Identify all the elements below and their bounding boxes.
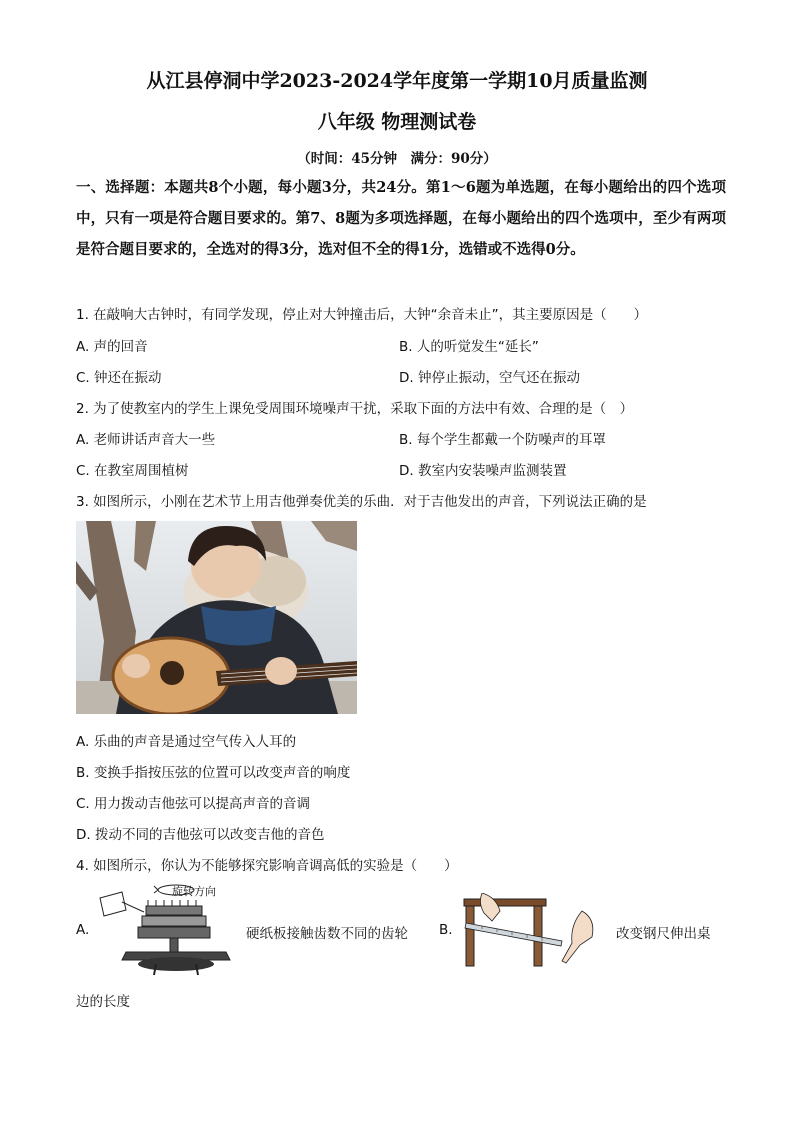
question-2-option-c[interactable]: C. 在教室周围植树 xyxy=(76,463,189,479)
question-4-option-a-text[interactable]: 硬纸板接触齿数不同的齿轮 xyxy=(246,926,408,942)
question-2-option-b[interactable]: B. 每个学生都戴一个防噪声的耳罩 xyxy=(399,432,606,448)
ruler-experiment-figure xyxy=(462,893,602,968)
question-3-option-b[interactable]: B. 变换手指按压弦的位置可以改变声音的响度 xyxy=(76,765,351,781)
question-1-stem: 1. 在敲响大古钟时，有同学发现，停止对大钟撞击后，大钟“余音未止”，其主要原因是（ ） xyxy=(76,307,648,323)
question-2-stem: 2. 为了使教室内的学生上课免受周围环境噪声干扰，采取下面的方法中有效、合理的是（ ） xyxy=(76,401,634,417)
question-4-option-b-continued: 边的长度 xyxy=(76,994,130,1010)
rotation-direction-label: 旋转方向 xyxy=(172,885,216,898)
question-3-option-a[interactable]: A. 乐曲的声音是通过空气传入人耳的 xyxy=(76,734,297,750)
question-1-option-b[interactable]: B. 人的听觉发生“延长” xyxy=(399,339,539,355)
question-1-option-a[interactable]: A. 声的回音 xyxy=(76,339,148,355)
question-1-option-c[interactable]: C. 钟还在振动 xyxy=(76,370,162,386)
exam-time-info: （时间：45分钟 满分：90分） xyxy=(297,151,497,167)
question-3-option-c[interactable]: C. 用力拨动吉他弦可以提高声音的音调 xyxy=(76,796,311,812)
question-3-option-d[interactable]: D. 拨动不同的吉他弦可以改变吉他的音色 xyxy=(76,827,325,843)
exam-title: 从江县停洞中学2023-2024学年度第一学期10月质量监测 xyxy=(146,70,648,92)
question-4-option-b-text[interactable]: 改变钢尺伸出桌 xyxy=(616,926,711,942)
question-1-option-d[interactable]: D. 钟停止振动，空气还在振动 xyxy=(399,370,580,386)
question-2-option-d[interactable]: D. 教室内安装噪声监测装置 xyxy=(399,463,567,479)
question-2-option-a[interactable]: A. 老师讲话声音大一些 xyxy=(76,432,216,448)
question-4-option-a-label[interactable]: A. xyxy=(76,922,90,938)
question-4-stem: 4. 如图所示，你认为不能够探究影响音调高低的实验是（ ） xyxy=(76,858,458,874)
question-3-stem: 3. 如图所示，小刚在艺术节上用吉他弹奏优美的乐曲．对于吉他发出的声音，下列说法正确的是 xyxy=(76,494,647,510)
exam-subtitle: 八年级 物理测试卷 xyxy=(317,111,477,133)
question-4-option-b-label[interactable]: B. xyxy=(439,922,453,938)
guitar-player-photo xyxy=(76,521,357,714)
section1-instructions: 一、选择题：本题共8个小题，每小题3分，共24分。第1～6题为单选题，在每小题给出的四个选项中，只有一项是符合题目要求的。第7、8题为多项选择题，在每小题给出的四个选项中，至少有两项是符合题目要求的，全选对的得3分，选对但不全的得1分，选错或不选得0分。 xyxy=(76,179,726,258)
